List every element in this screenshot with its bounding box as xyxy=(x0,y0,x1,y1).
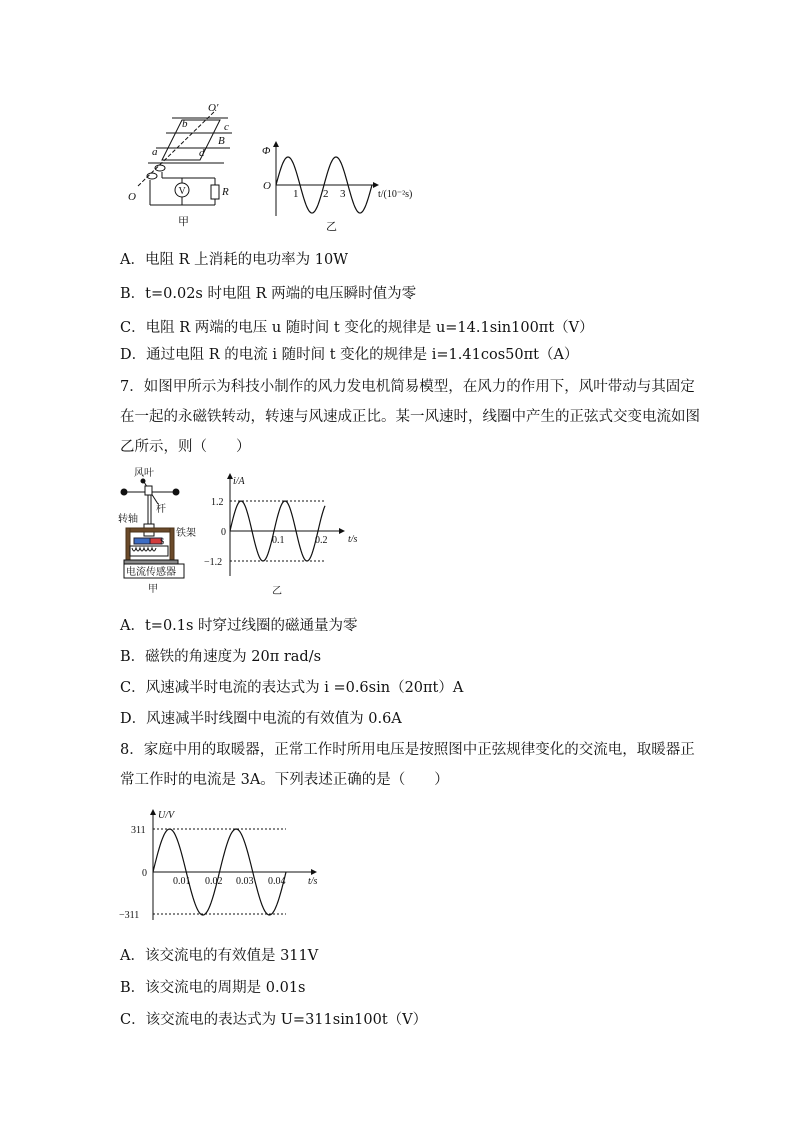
q8-ymax-label: 311 xyxy=(131,825,146,836)
q6-option-b: B．t=0.02s 时电阻 R 两端的电压瞬时值为零 xyxy=(120,286,417,302)
q7-label-tiejia: 铁架 xyxy=(176,528,196,539)
q7-ylabel: i/A xyxy=(233,476,245,487)
q7-label-zhuanzhou: 转轴 xyxy=(118,514,138,525)
q8-option-a: A．该交流电的有效值是 311V xyxy=(120,948,319,964)
label-B: B xyxy=(218,135,225,147)
q7-stem-line-2: 在一起的永磁铁转动，转速与风速成正比。某一风速时，线圈中产生的正弦式交变电流如图 xyxy=(120,409,700,425)
q7-caption-yi: 乙 xyxy=(272,586,282,597)
label-c: c xyxy=(224,121,229,133)
q8-xlabel: t/s xyxy=(308,876,318,887)
q6-tick-2: 2 xyxy=(323,188,329,200)
q6-option-c: C．电阻 R 两端的电压 u 随时间 t 变化的规律是 u=14.1sin100πt（V） xyxy=(120,320,594,336)
q8-xtick-label: 0.02 xyxy=(205,876,223,887)
q7-figure-jia xyxy=(116,464,206,596)
q8-ylabel: U/V xyxy=(158,810,175,821)
q6-tick-3: 3 xyxy=(340,188,346,200)
q7-option-c: C．风速减半时电流的表达式为 i =0.6sin（20πt）A xyxy=(120,680,464,696)
caption-jia: 甲 xyxy=(178,215,189,228)
q7-ymin: −1.2 xyxy=(204,557,223,568)
q7-tick-02: 0.2 xyxy=(315,535,328,546)
q7-label-gan: 杆 xyxy=(156,504,166,515)
q7-caption-jia: 甲 xyxy=(148,584,158,595)
q7-label-fengye: 风叶 xyxy=(134,468,154,479)
q7-zero: 0 xyxy=(221,527,226,538)
q8-stem-line-2: 常工作时的电流是 3A。下列表述正确的是（ ） xyxy=(120,772,449,788)
label-d: d xyxy=(199,147,205,159)
label-a: a xyxy=(152,146,158,158)
q8-ymin-label: −311 xyxy=(119,910,140,921)
q7-label-sensor: 电流传感器 xyxy=(126,567,176,578)
label-O: O xyxy=(128,191,136,203)
q8-xtick-label: 0.04 xyxy=(268,876,286,887)
q6-tick-1: 1 xyxy=(293,188,299,200)
q6-option-a: A．电阻 R 上消耗的电功率为 10W xyxy=(120,252,349,268)
q7-option-a: A．t=0.1s 时穿过线圈的磁通量为零 xyxy=(120,618,358,634)
q6-origin: O xyxy=(263,180,271,192)
q7-option-b: B．磁铁的角速度为 20π rad/s xyxy=(120,649,322,665)
q6-figure-jia xyxy=(120,100,250,230)
q6-figure-yi xyxy=(258,138,428,234)
label-R: R xyxy=(222,186,229,198)
q8-xtick-label: 0.03 xyxy=(236,876,254,887)
q6-xlabel: t/(10⁻²s) xyxy=(378,189,413,200)
q6-option-d: D．通过电阻 R 的电流 i 随时间 t 变化的规律是 i=1.41cos50πt（A） xyxy=(120,347,579,363)
q8-option-b: B．该交流电的周期是 0.01s xyxy=(120,980,306,996)
q7-label-S: S xyxy=(160,537,165,546)
q8-stem-line-1: 8．家庭中用的取暖器，正常工作时所用电压是按照图中正弦规律变化的交流电，取暖器正 xyxy=(120,742,695,758)
q7-stem-line-3: 乙所示，则（ ） xyxy=(120,439,251,455)
q6-ylabel: Φ xyxy=(262,145,271,157)
q8-zero-label: 0 xyxy=(142,868,147,879)
q8-chart xyxy=(119,808,340,928)
q7-xlabel: t/s xyxy=(348,534,358,545)
q7-stem-line-1: 7．如图甲所示为科技小制作的风力发电机简易模型，在风力的作用下，风叶带动与其固定 xyxy=(120,379,695,395)
q7-tick-01: 0.1 xyxy=(272,535,285,546)
caption-yi: 乙 xyxy=(326,220,337,233)
label-o-prime: O′ xyxy=(208,102,219,114)
q7-option-d: D．风速减半时线圈中电流的有效值为 0.6A xyxy=(120,711,402,727)
q7-figure-yi xyxy=(200,470,370,600)
label-b: b xyxy=(182,118,188,130)
q8-xtick-label: 0.01 xyxy=(173,876,191,887)
q8-option-c: C．该交流电的表达式为 U=311sin100t（V） xyxy=(120,1012,428,1028)
label-V: V xyxy=(178,186,186,197)
q7-ymax: 1.2 xyxy=(211,497,224,508)
